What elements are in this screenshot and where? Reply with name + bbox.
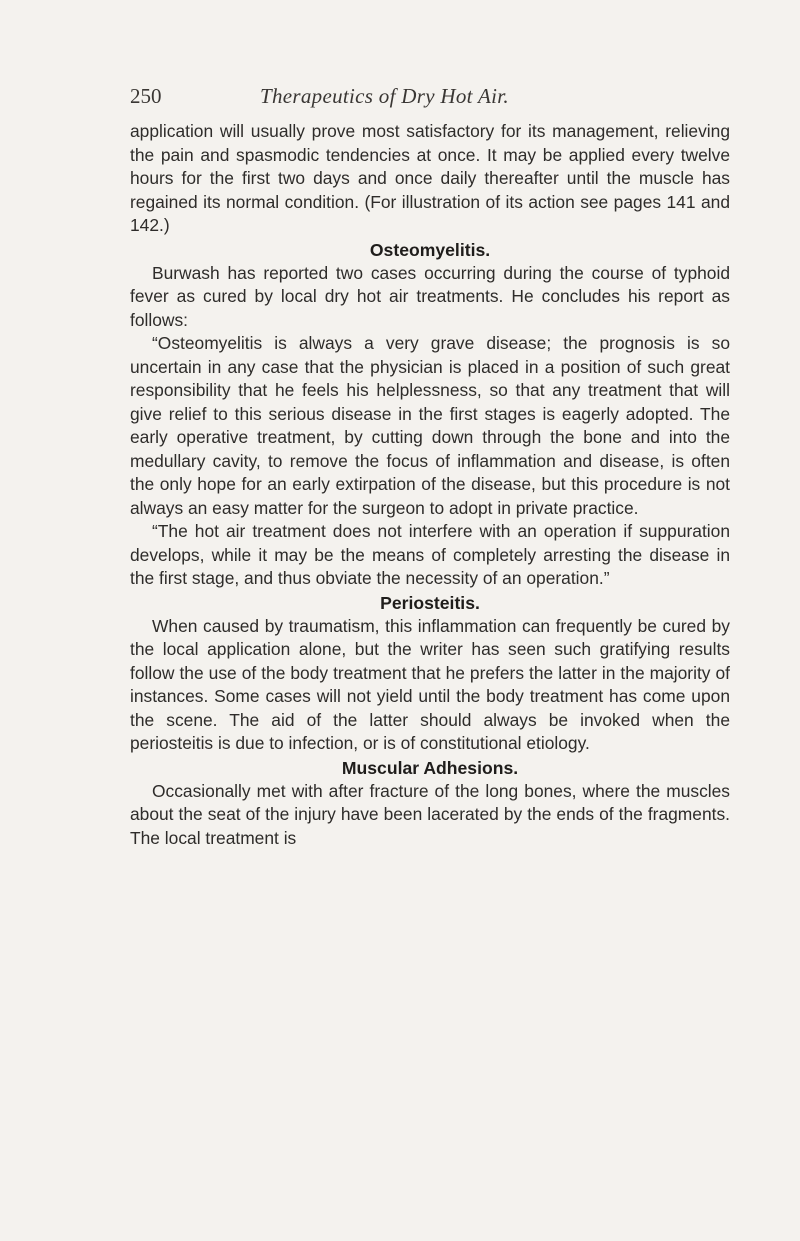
heading-muscular-adhesions: Muscular Adhesions. bbox=[341, 757, 519, 778]
osteomyelitis-paragraph-1: Burwash has reported two cases occurring during the course of typhoid fever as cured by local dry hot air treatments. He concludes his report as follows: bbox=[130, 262, 730, 330]
heading-periosteitis: Periosteitis. bbox=[380, 592, 480, 613]
periosteitis-paragraph-1: When caused by traumatism, this inflammation can frequently be cured by the local application alone, but the writer has seen such gratifying results follow the use of the body treatment that he prefers the latter in the majority of instances. Some cases will not yield until the body treatment has come upon the scene. The aid of the latter should always be invoked when the periosteitis is due to infection, or is of constitutional etiology. bbox=[130, 615, 730, 753]
body-text bbox=[130, 120, 730, 850]
running-header bbox=[130, 84, 730, 114]
osteomyelitis-paragraph-2: “Osteomyelitis is always a very grave disease; the prognosis is so uncertain in any case that the physician is placed in a position of such great responsibility that he feels his helplessness, so that any treatment that will give relief to this serious disease in the first stages is eagerly adopted. The early operative treatment, by cutting down through the bone and into the medullary cavity, to remove the focus of inflammation and disease, is often the only hope for an early extirpation of the disease, but this procedure is not always an easy matter for the surgeon to adopt in private practice. bbox=[130, 333, 730, 518]
running-title: Therapeutics of Dry Hot Air. bbox=[260, 84, 509, 108]
intro-paragraph: application will usually prove most satisfactory for its management, relieving the pain and spasmodic tendencies at once. It may be applied every twelve hours for the first two days and once daily thereafter until the muscle has regained its normal condition. (For illustration of its action see pages 141 and 142.) bbox=[130, 121, 730, 235]
muscular-adhesions-paragraph-1: Occasionally met with after fracture of the long bones, where the muscles about the seat of the injury have been lacerated by the ends of the fragments. The local treatment is bbox=[130, 780, 730, 848]
page-number: 250 bbox=[130, 84, 162, 108]
heading-osteomyelitis: Osteomyelitis. bbox=[369, 239, 491, 260]
osteomyelitis-paragraph-3: “The hot air treatment does not interfere with an operation if suppuration develops, while it may be the means of completely arresting the disease in the first stage, and thus obviate the necessity of an operation.” bbox=[130, 521, 730, 588]
